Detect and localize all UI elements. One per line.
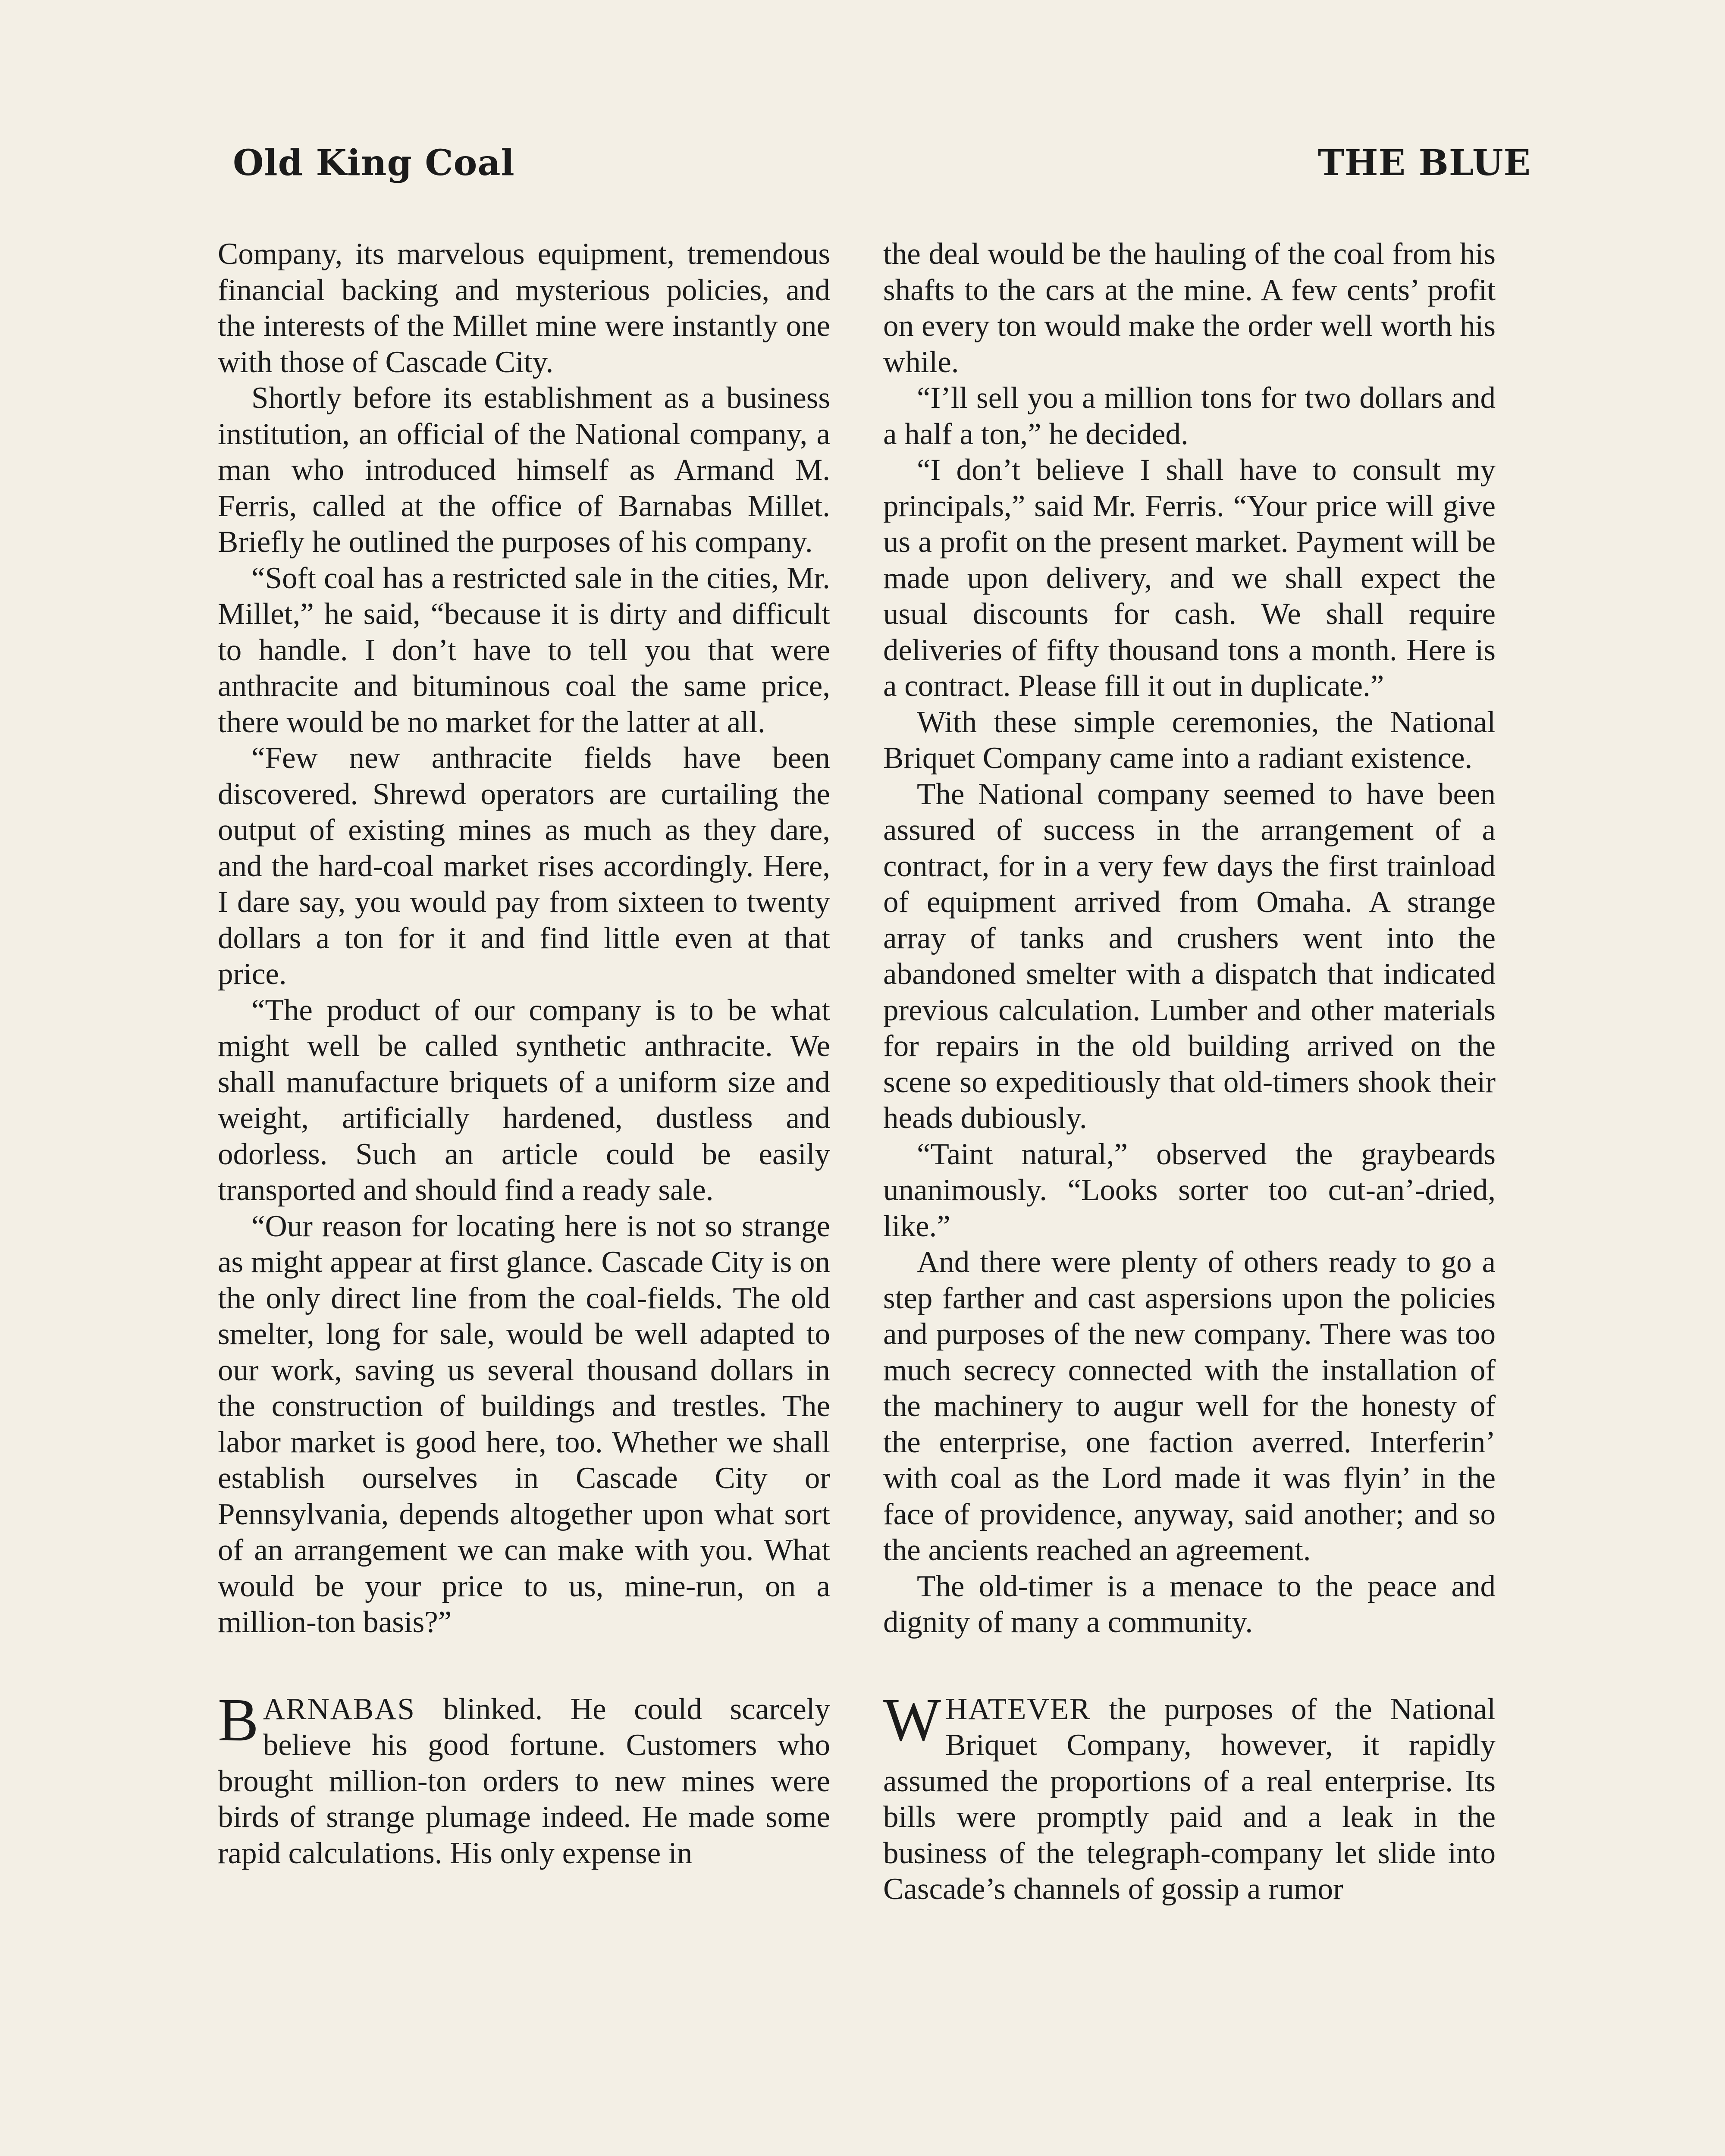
dropcap-paragraph <box>218 1685 830 1872</box>
paragraph: And there were plenty of others ready to go a step farther and cast aspersions upon the policies and purposes of the new company. There was too much secrecy connected with the installation of the machinery to augur well for the honesty of the enterprise, one faction averred. Interferin’ with coal as the Lord made it was flyin’ in the face of providence, anyway, said another; and so the ancients reached an agreement. <box>883 1245 1496 1567</box>
dropcap-paragraph <box>883 1685 1496 1908</box>
paragraph-text: blinked. He could scarcely believe his good fortune. Customers who brought million-ton orders to new mines were birds of strange plumage indeed. He made some rapid calculations. His only expense in <box>218 1692 830 1870</box>
paragraph: the deal would be the hauling of the coal from his shafts to the cars at the mine. A few cents’ profit on every ton would make the order well worth his while. <box>883 237 1496 379</box>
paragraph: “Soft coal has a restricted sale in the cities, Mr. Millet,” he said, “because it is dirty and difficult to handle. I don’t have to tell you that were anthracite and bituminous coal the same price, there would be no market for the latter at all. <box>218 561 830 739</box>
left-column <box>218 236 830 1871</box>
paragraph: Company, its marvelous equipment, tremendous financial backing and mysterious policies, and the interests of the Millet mine were instantly one with those of Cascade City. <box>218 237 830 379</box>
small-caps-word: ARNABAS <box>263 1692 416 1726</box>
paragraph: The old-timer is a menace to the peace and dignity of many a community. <box>883 1569 1496 1639</box>
paragraph: “I don’t believe I shall have to consult my principals,” said Mr. Ferris. “Your price will give us a profit on the present market. Payment will be made upon delivery, and we shall expect the usual discounts for cash. We shall require deliveries of fifty thousand tons a month. Here is a contract. Please fill it out in duplicate.” <box>883 453 1496 703</box>
paragraph: “I’ll sell you a million tons for two dollars and a half a ton,” he decided. <box>883 381 1496 451</box>
paragraph: “Taint natural,” observed the graybeards unanimously. “Looks sorter too cut-an’-dried, like.” <box>883 1137 1496 1243</box>
paragraph: With these simple ceremonies, the National Briquet Company came into a radiant existence. <box>883 705 1496 775</box>
paragraph: The National company seemed to have been assured of success in the arrangement of a contract, for in a very few days the first trainload of equipment arrived from Omaha. A strange array of tanks and crushers went into the abandoned smelter with a dispatch that indicated previous calculation. Lumber and other materials for repairs in the old building arrived on the scene so expeditiously that old-timers shook their heads dubiously. <box>883 777 1496 1135</box>
paragraph: “The product of our company is to be what might well be called synthetic anthracite. We shall manufacture briquets of a uniform size and weight, artificially hardened, dustless and odorless. Such an article could be easily transported and should find a ready sale. <box>218 993 830 1207</box>
story-title-header: Old King Coal <box>233 142 515 184</box>
paragraph: “Our reason for locating here is not so strange as might appear at first glance. Cascade City is on the only direct line from the coal-fields. The old smelter, long for sale, would be well adapted to our work, saving us several thousand dollars in the construction of buildings and trestles. The labor market is good here, too. Whether we shall establish ourselves in Cascade City or Pennsylvania, depends altogether upon what sort of an arrangement we can make with you. What would be your price to us, mine-run, on a million-ton basis?” <box>218 1209 830 1639</box>
running-header <box>233 142 1531 190</box>
small-caps-word: HATEVER <box>945 1692 1091 1726</box>
paragraph-text: the purposes of the National Briquet Company, however, it rapidly assumed the proportions of a real enterprise. Its bills were promptly paid and a leak in the business of the telegraph-company let slide into Cascade’s channels of gossip a rumor <box>883 1692 1496 1906</box>
section-break <box>883 1641 1496 1692</box>
paragraph: Shortly before its establishment as a business institution, an official of the National company, a man who introduced himself as Armand M. Ferris, called at the office of Barnabas Millet. Briefly he outlined the purposes of his company. <box>218 381 830 559</box>
paragraph: “Few new anthracite fields have been discovered. Shrewd operators are curtailing the output of existing mines as much as they dare, and the hard-coal market rises accordingly. Here, I dare say, you would pay from sixteen to twenty dollars a ton for it and find little even at that price. <box>218 741 830 991</box>
drop-cap-letter: B <box>218 1685 259 1754</box>
magazine-title-header: THE BLUE <box>1317 142 1531 184</box>
section-break <box>218 1641 830 1692</box>
drop-cap-letter: W <box>883 1685 941 1754</box>
right-column <box>883 236 1496 1908</box>
